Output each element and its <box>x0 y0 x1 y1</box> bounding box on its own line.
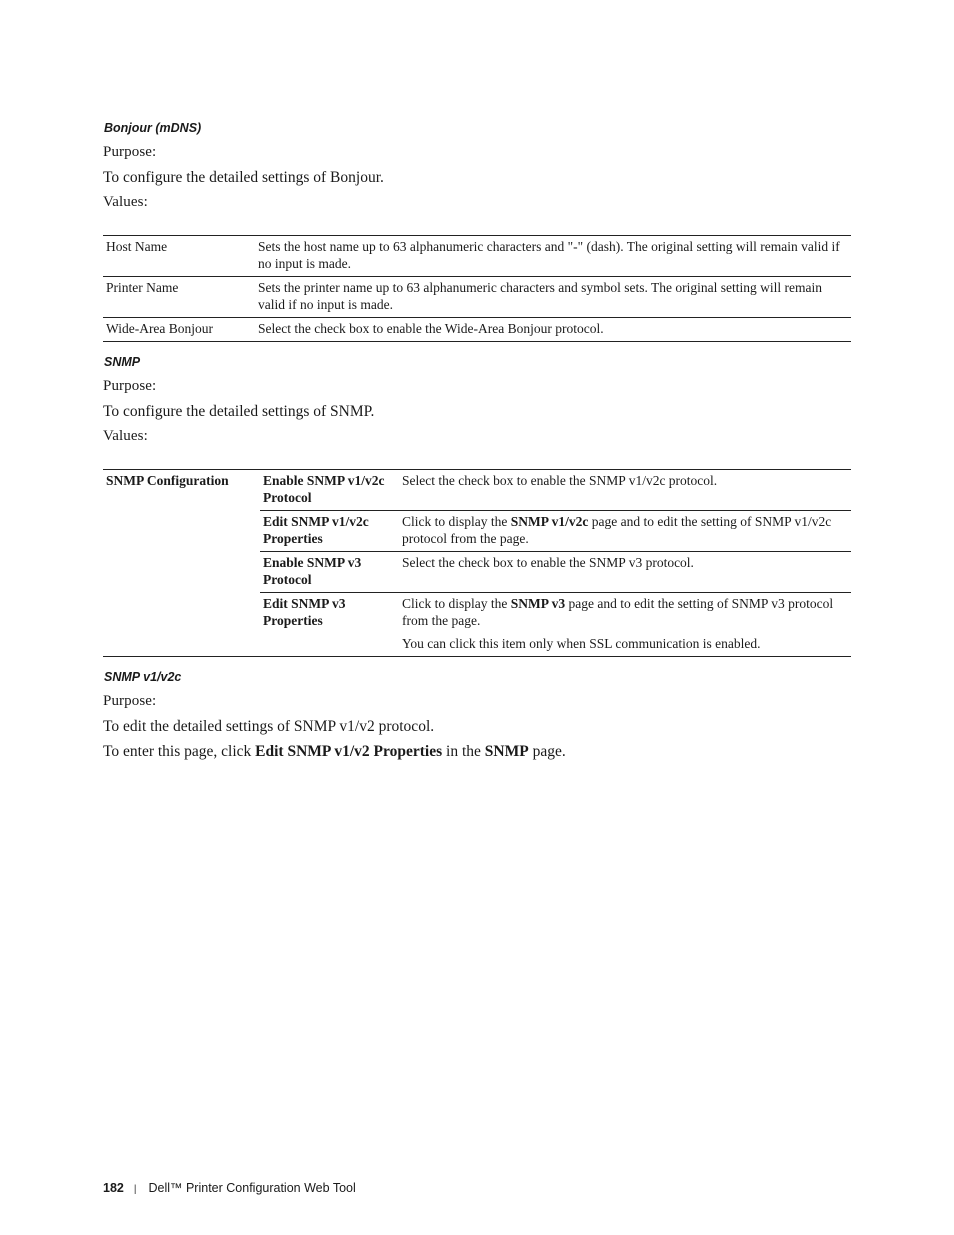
setting-name: Edit SNMP v3 Properties <box>263 596 346 628</box>
purpose-label: Purpose: <box>103 144 157 160</box>
table-row <box>103 277 851 318</box>
setting-note: You can click this item only when SSL communication is enabled. <box>402 636 761 651</box>
purpose-text: To configure the detailed settings of SNMP. <box>103 403 375 420</box>
snmp-values-table <box>103 469 851 657</box>
section-heading-snmp: SNMP <box>104 355 141 369</box>
group-name: SNMP Configuration <box>106 473 229 488</box>
snmp-page-name: SNMP <box>484 743 529 760</box>
table-row <box>103 236 851 277</box>
enter-instruction: To enter this page, click Edit SNMP v1/v2 Properties in the SNMP page. <box>103 743 566 760</box>
footer-separator: | <box>133 1184 137 1195</box>
setting-description: Select the check box to enable the SNMP v1/v2c protocol. <box>402 473 718 488</box>
setting-description: Click to display the SNMP v3 page and to edit the setting of SNMP v3 protocol from the page. <box>402 596 834 628</box>
purpose-label: Purpose: <box>103 378 157 394</box>
link-edit-snmp-v1v2-properties: Edit SNMP v1/v2 Properties <box>255 743 443 760</box>
page-number: 182 <box>103 1181 124 1195</box>
section-heading-bonjour: Bonjour (mDNS) <box>104 121 202 135</box>
page-footer <box>103 1181 356 1195</box>
setting-name: Edit SNMP v1/v2c Properties <box>263 514 369 546</box>
bonjour-values-table <box>103 235 851 342</box>
values-label: Values: <box>103 428 148 444</box>
setting-description: Click to display the SNMP v1/v2c page and to edit the setting of SNMP v1/v2c protocol from the page. <box>402 514 832 546</box>
setting-description: Select the check box to enable the SNMP v3 protocol. <box>402 555 694 570</box>
purpose-text: To edit the detailed settings of SNMP v1/v2 protocol. <box>103 718 435 735</box>
table-row <box>103 318 851 342</box>
setting-description: Sets the printer name up to 63 alphanumeric characters and symbol sets. The original setting will remain valid if no input is made. <box>258 280 822 312</box>
setting-name: Wide-Area Bonjour <box>106 321 214 336</box>
setting-name: Enable SNMP v1/v2c Protocol <box>263 473 385 505</box>
setting-description: Sets the host name up to 63 alphanumeric characters and "-" (dash). The original setting will remain valid if no input is made. <box>258 239 840 271</box>
setting-name: Enable SNMP v3 Protocol <box>263 555 362 587</box>
purpose-text: To configure the detailed settings of Bonjour. <box>103 169 384 186</box>
setting-name: Printer Name <box>106 280 179 295</box>
table-row <box>103 470 851 511</box>
values-label: Values: <box>103 194 148 210</box>
section-heading-snmp-v1v2c: SNMP v1/v2c <box>104 670 182 684</box>
setting-description: Select the check box to enable the Wide-Area Bonjour protocol. <box>258 321 604 336</box>
setting-name: Host Name <box>106 239 168 254</box>
footer-title: Dell™ Printer Configuration Web Tool <box>148 1181 356 1195</box>
purpose-label: Purpose: <box>103 693 157 709</box>
